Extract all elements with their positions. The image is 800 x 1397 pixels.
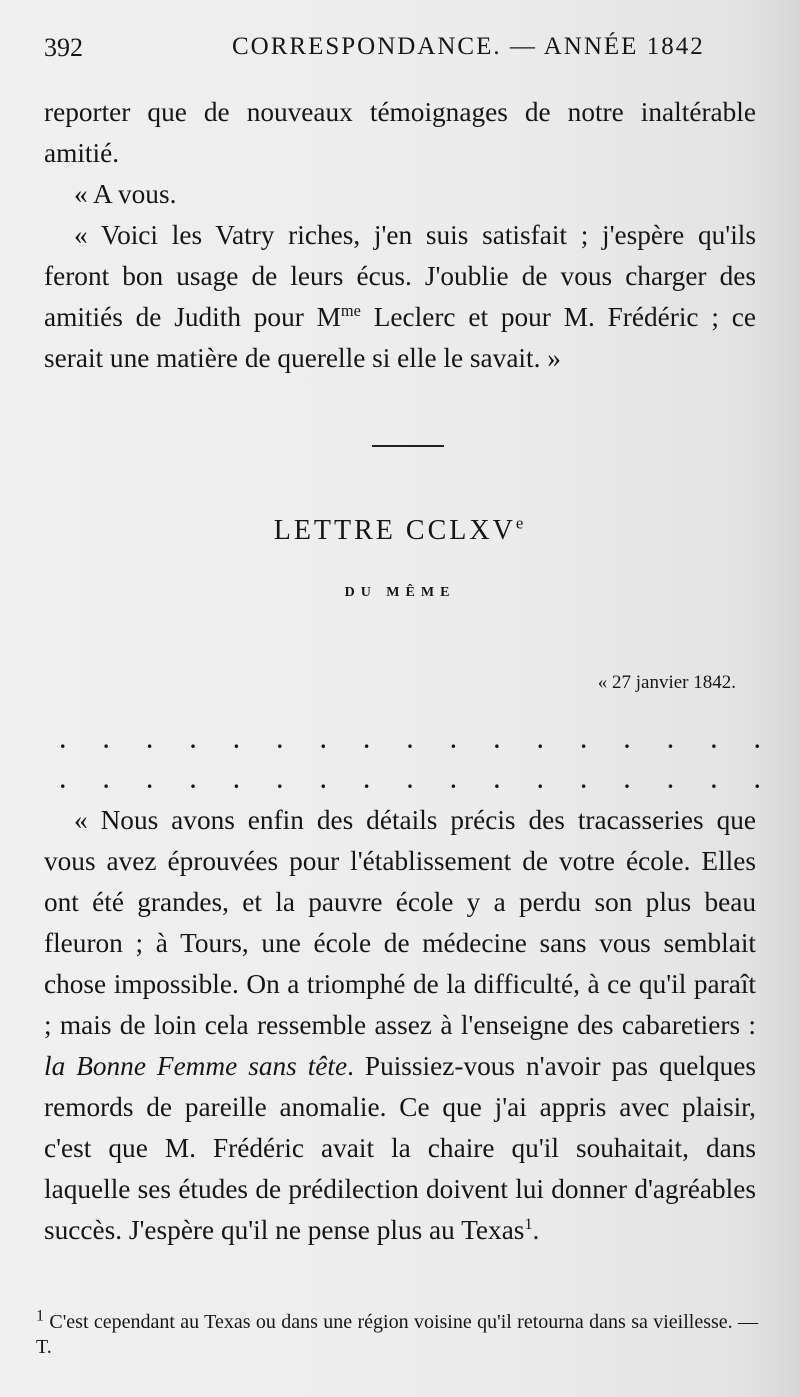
ellipsis-dot: . [60, 728, 66, 753]
paragraph: reporter que de nouveaux témoignages de notre inaltérable amitié. [44, 97, 756, 168]
footnote-marker: 1 [36, 1307, 44, 1325]
paragraph: « Voici les Vatry riches, j'en suis satisfait ; j'espère qu'ils feront bon usage de leurs écus. J'oublie de vous charger des amitiés de Judith pour $M^{me}$ Leclerc et pour M. Frédéric ; ce serait une matière de querelle si elle le savait. » [44, 220, 756, 373]
ellipsis-dot: . [624, 768, 630, 793]
ellipsis-dot: . [580, 768, 587, 793]
ellipsis-dot: . [754, 768, 760, 793]
footnote-reference[interactable]: 1 [524, 1215, 533, 1233]
italic-quote: la Bonne Femme sans tête [44, 1051, 348, 1081]
ellipsis-dot: . [537, 728, 543, 753]
ellipsis-dot: . [146, 728, 153, 753]
ellipsis-dot: . [580, 728, 587, 753]
paragraph: « A vous. [74, 179, 177, 209]
ellipsis-dot: . [320, 768, 326, 793]
ellipsis-dot: . [450, 728, 457, 753]
letter-body [44, 800, 756, 1251]
ellipsis-dot: . [277, 768, 283, 793]
footnote-text: $^1$ C'est cependant au Texas ou dans une région voisine qu'il retourna dans sa vieillesse. — T. [36, 1307, 758, 1358]
ellipsis-dot: . [233, 768, 240, 793]
ellipsis-dot: . [363, 728, 370, 753]
ellipsis-dot: . [233, 728, 240, 753]
page-number: 392 [44, 33, 83, 62]
ellipsis-row [60, 728, 760, 754]
ellipsis-dot: . [624, 728, 630, 753]
ellipsis-dot: . [146, 768, 153, 793]
ellipsis-dot: . [711, 728, 717, 753]
ellipsis-dot: . [190, 728, 196, 753]
ellipsis-dot: . [407, 728, 413, 753]
paragraph: « Nous avons enfin des détails précis des tracasseries que vous avez éprouvées pour l'établissement de votre école. Elles ont été grandes, et la pauvre école y a perdu son plus beau fleuron ; à Tours, une école de médecine sans vous semblait chose impossible. On a triomphé de la difficulté, à ce qu'il paraît ; mais de loin cela ressemble assez à l'enseigne des cabaretiers : la Bonne Femme sans tête. Puissiez-vous n'avoir pas quelques remords de pareille anomalie. Ce que j'ai appris avec plaisir, c'est que M. Frédéric avait la chaire qu'il souhaitait, dans laquelle ses études de prédilection doivent lui donner d'agréables succès. J'espère qu'il ne pense plus au Texas$^1$. [44, 805, 756, 1245]
running-title: CORRESPONDANCE. — ANNÉE 1842 [232, 33, 705, 60]
letter-date: « 27 janvier 1842. [597, 672, 736, 693]
ellipsis-dot: . [190, 768, 196, 793]
ellipsis-dot: . [60, 768, 66, 793]
ellipsis-dot: . [711, 768, 717, 793]
running-header [44, 33, 760, 73]
ellipsis-dot: . [667, 728, 674, 753]
ellipsis-dot: . [103, 728, 109, 753]
letter-heading: LETTRE CCLXVe [273, 513, 527, 546]
ellipsis-dot: . [103, 768, 109, 793]
ellipsis-dot: . [667, 768, 674, 793]
ellipsis-dot: . [363, 768, 370, 793]
section-divider [372, 445, 444, 447]
letter-subheading: DU MÊME [344, 585, 456, 600]
ellipsis-dot: . [450, 768, 457, 793]
footnote [36, 1307, 758, 1360]
ellipsis-dot: . [494, 728, 500, 753]
ellipsis-row [60, 768, 760, 794]
ellipsis-dot: . [320, 728, 326, 753]
ellipsis-dot: . [407, 768, 413, 793]
ellipsis-dot: . [277, 728, 283, 753]
ellipsis-dot: . [494, 768, 500, 793]
ellipsis-dot: . [754, 728, 760, 753]
previous-letter-ending [44, 92, 756, 379]
ellipsis-dot: . [537, 768, 543, 793]
